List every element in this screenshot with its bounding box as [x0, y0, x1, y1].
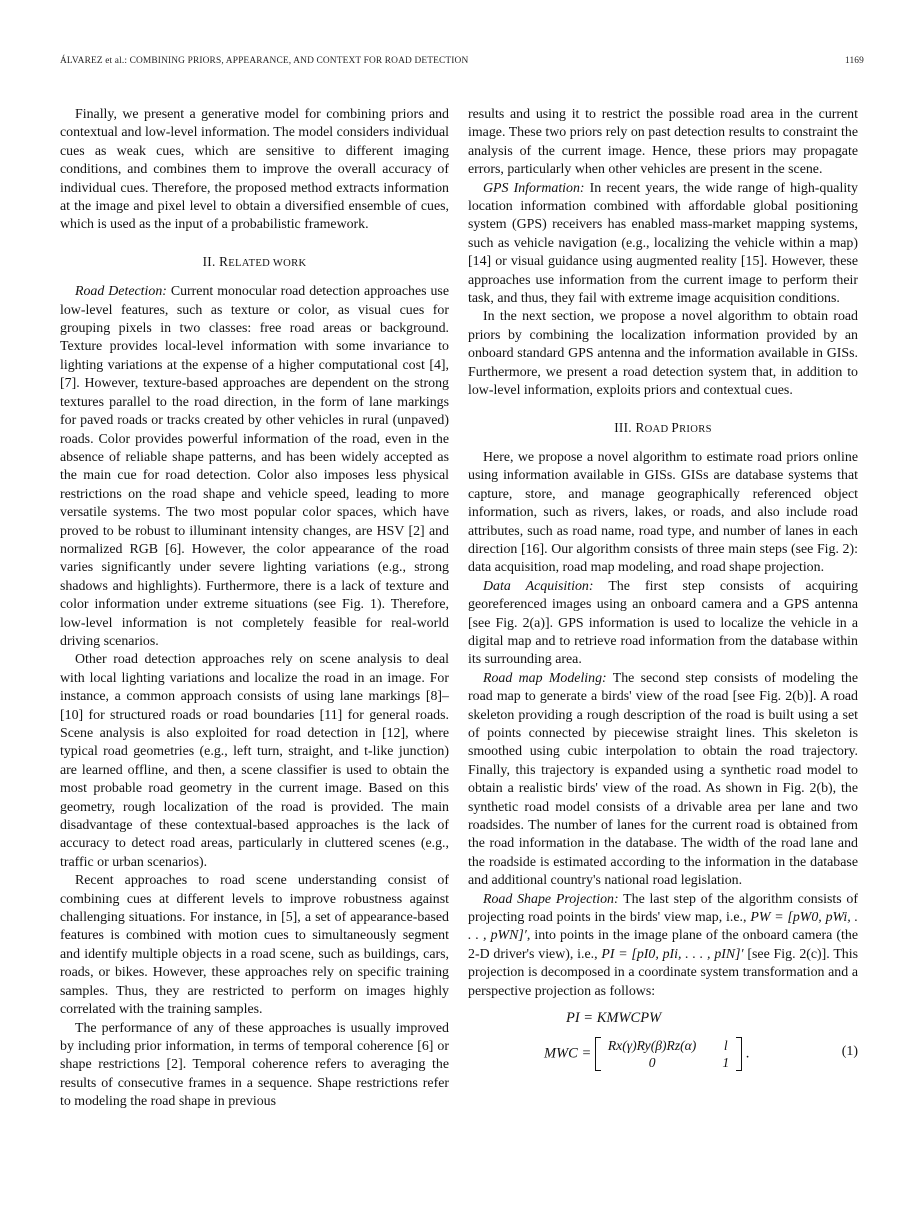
equation-1-line-2: MWC = Rx(γ)Ry(β)Rz(α) l 0 1 . [544, 1038, 750, 1071]
intro-end-paragraph: Finally, we present a generative model for combining priors and contextual and low-level information. The model considers individual cues as weak cues, which are sensitive to different imaging conditions, and combines them to improve the overall accuracy of individual cues. Therefore, the proposed method extracts information at the image and pixel level to obtain a diversified ensemble of cues, which is used as the input of a probabilistic framework. [60, 107, 449, 233]
data-acquisition-paragraph [468, 578, 858, 670]
gps-text: In recent years, the wide range of high-quality location information combined with affordable global positioning system (GPS) receivers has enabled mass-market mapping systems, such as vehicle navigation (e.g., localizing the vehicle within a map) [14] or visual guidance using augmented reality [15]. However, these approaches use information from the current image to perform their task, and thus, they fail with extreme image acquisition conditions. [468, 180, 858, 307]
section-3-heading: III. ROAD PRIORS [614, 419, 712, 435]
performance-paragraph: The performance of any of these approaches is usually improved by including prior information, in terms of temporal coherence [6] or shape restrictions [2]. Temporal coherence refers to averaging the results of consecutive frames in a sequence. Shape restrictions refer to modeling the road shape in previous [60, 1020, 449, 1110]
page-number: 1169 [844, 56, 864, 66]
road-detection-paragraph [60, 283, 449, 651]
birds-view-points-math: PW = [pW0, pWi, . . . , pWN]′ [468, 910, 858, 944]
equation-1-line-1: PI = KMWCPW [566, 1010, 662, 1027]
equation-1-lhs: MWC = [544, 1045, 592, 1062]
road-map-modeling-text: The second step consists of modeling the road map to generate a birds' view of the road [see Fig. 2(b)]. A road skeleton providing a rough description of the road is built using a set of points connected by piecewise straight lines. This skeleton is smoothed using cubic interpolation to obtain the road trajectory. Finally, this trajectory is expanded using a synthetic road model to obtain a realistic birds' view of the road. As shown in Fig. 2(b), the synthetic road model consists of a drivable area per lane and two roadsides. The number of lanes for the current road is obtained from the road information in the database. The width of the road lane and the roadside is estimated according to the information in the database and additional country's national road legislation. [468, 670, 858, 889]
road-map-modeling-run-in: Road map Modeling: [483, 670, 607, 686]
section-2-heading: II. RELATED WORK [202, 253, 307, 269]
equation-1-number: (1) [841, 1044, 858, 1060]
running-title: ÁLVAREZ et al.: COMBINING PRIORS, APPEARANCE, AND CONTEXT FOR ROAD DETECTION [60, 56, 469, 66]
matrix-cell-22: 1 [722, 1055, 730, 1071]
running-header [60, 56, 864, 70]
road-shape-projection-text-3: [see Fig. 2(c)]. This projection is decomposed in a coordinate system transformation and a perspective projection as follows: [468, 946, 859, 999]
road-detection-run-in: Road Detection: [75, 284, 167, 300]
matrix-cell-11: Rx(γ)Ry(β)Rz(α) [607, 1038, 697, 1054]
continued-paragraph: results and using it to restrict the possible road area in the current image. These two priors rely on past detection results to constraint the analysis of the current image. Hence, these priors may propagate errors, particularly when other vehicles are present in the scene. [468, 107, 858, 178]
road-priors-intro-paragraph: Here, we propose a novel algorithm to estimate road priors online using information available in GISs. GISs are database systems that capture, store, and manage geographically referenced object information, such as rivers, lakes, or roads, and also include road attributes, such as road name, road type, and number of lanes in each direction [16]. Our algorithm consists of three main steps (see Fig. 2): data acquisition, road map modeling, and road shape projection. [468, 449, 858, 576]
recent-approaches-paragraph: Recent approaches to road scene understanding consist of combining cues at different levels to improve robustness against challenging situations. For instance, in [5], a set of appearance-based features is combined with motion cues to simultaneously segment and identify multiple objects in a road scene, such as buildings, cars, roads, or bikes. However, these approaches rely on specific training samples. Thus, they are restricted to perform on images highly correlated with the training samples. [60, 873, 449, 1018]
image-plane-points-math: PI = [pI0, pIi, . . . , pIN]′ [601, 946, 744, 962]
transformation-matrix [595, 1037, 742, 1071]
scene-analysis-paragraph: Other road detection approaches rely on scene analysis to deal with local lighting variations and localize the road in an image. For instance, a common approach consists of using lane markings [8]–[10] for structured roads or road boundaries [11] for general roads. Scene analysis is also exploited for road detection in [12], where typical road geometries (e.g., left turn, straight, and t-like junction) are learned offline, and then, a scene classifier is used to obtain the most probable road geometry in the current image. Based on this geometry, rough localization of the road is provided. The main disadvantage of these contextual-based approaches is the lack of accuracy to detect road areas, particularly in cluttered scenes (e.g., traffic or urban scenarios). [60, 652, 449, 870]
left-column [60, 106, 449, 1112]
data-acquisition-text: The first step consists of acquiring georeferenced images using an onboard camera and a GPS antenna [see Fig. 2(a)]. GPS information is used to localize the vehicle in a digital map and to retrieve road information from the database within its surrounding area. [468, 578, 858, 668]
road-shape-projection-text-1: The last step of the algorithm consists of projecting road points in the birds' view map, i.e., [468, 891, 858, 926]
road-shape-projection-run-in: Road Shape Projection: [483, 891, 619, 907]
gps-run-in: GPS Information: [483, 180, 585, 196]
gps-paragraph [468, 180, 858, 309]
matrix-cell-21: 0 [648, 1055, 656, 1071]
road-shape-projection-text-2: , into points in the image plane of the onboard camera (the 2-D driver's view), i.e., [468, 928, 858, 962]
right-column [468, 106, 858, 1087]
matrix-cell-12: l [723, 1038, 728, 1054]
data-acquisition-run-in: Data Acquisition: [483, 578, 594, 594]
road-detection-text: Current monocular road detection approaches use low-level features, such as texture or color, as visual cues for grouping pixels in two classes: free road areas or background. Texture provides local-level information with some invariance to lighting variations at the expense of a higher computational cost [4], [7]. However, texture-based approaches are dependent on the strong textures parallel to the road direction, in the form of lane markings for paved roads or tracks created by other vehicles in rural (unpaved) roads. Color provides powerful information of the road, even in the absence of reliable shape patterns, and has been widely accepted as the main cue for road detection. Color also imposes less physical restrictions on the road shape and vehicle speed, leading to more versatile systems. The two most popular color spaces, which have proved to be robust to illuminant intensity changes, are HSV [2] and normalized RGB [6]. However, the color appearance of the road varies significantly under severe lighting variations (e.g., strong shadows and highlights). Furthermore, there is a lack of texture and color information under extreme situations (see Fig. 1). Therefore, low-level information is not completely feasible for real-world driving scenarios. [60, 284, 449, 649]
next-section-paragraph: In the next section, we propose a novel algorithm to obtain road priors by combining the localization information provided by an onboard standard GPS antenna and the information available in GISs. Furthermore, we present a road detection system that, in addition to low-level information, exploits priors and contextual cues. [468, 309, 858, 399]
road-shape-projection-paragraph [468, 891, 858, 1001]
road-map-modeling-paragraph [468, 670, 858, 891]
equation-1 [468, 1009, 858, 1087]
